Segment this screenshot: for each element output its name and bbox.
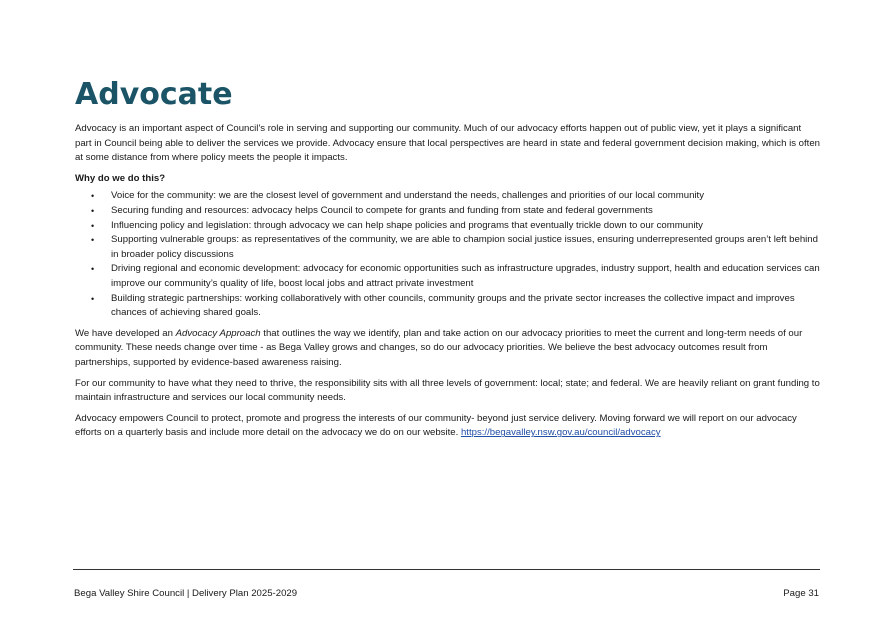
list-item bbox=[75, 262, 820, 291]
approach-emphasis: Advocacy Approach bbox=[175, 327, 261, 339]
bullet-icon: • bbox=[91, 293, 95, 304]
list-item-text: Voice for the community: we are the closest level of government and understand the needs, challenges and priorities of our local community bbox=[111, 190, 705, 202]
why-heading: Why do we do this? bbox=[75, 172, 166, 184]
list-item bbox=[75, 233, 820, 262]
empower-text: Advocacy empowers Council to protect, promote and progress the interests of our community- beyond just service delivery. Moving forward we will report on our advocacy efforts on a quarterly basis and include more detail on the advocacy we do on our website. bbox=[75, 412, 797, 439]
list-item-text: Influencing policy and legislation: through advocacy we can help shape policies and programs that eventually trickle down to our community bbox=[111, 219, 703, 231]
bullet-icon: • bbox=[91, 235, 95, 246]
bullet-icon: • bbox=[91, 220, 95, 231]
funding-paragraph: For our community to have what they need to thrive, the responsibility sits with all three levels of government: local; state; and federal. We are heavily reliant on grant funding to maintain infrastructure and services our local community needs. bbox=[75, 377, 820, 404]
list-item bbox=[75, 204, 820, 219]
footer-page-number: Page 31 bbox=[783, 588, 819, 599]
list-item-text: Driving regional and economic development: advocacy for economic opportunities such as infrastructure upgrades, industry support, health and education services can improve our community’s quality of life, boost local jobs and attract private investment bbox=[111, 263, 820, 289]
empower-paragraph bbox=[75, 412, 820, 441]
list-item-text: Building strategic partnerships: working collaboratively with other councils, community groups and the private sector increases the collective impact and improves chances of achieving shared goals. bbox=[111, 292, 795, 319]
advocacy-link[interactable]: https://begavalley.nsw.gov.au/council/advocacy bbox=[460, 427, 661, 439]
list-item-text: Securing funding and resources: advocacy helps Council to compete for grants and funding from state and federal governments bbox=[111, 204, 653, 216]
list-item-text: Supporting vulnerable groups: as representatives of the community, we are able to champion social justice issues, ensuring underrepresented groups aren’t left behind in broader policy discussions bbox=[111, 234, 818, 260]
approach-paragraph bbox=[75, 327, 820, 371]
list-item bbox=[75, 292, 820, 321]
bullet-icon: • bbox=[91, 205, 95, 216]
bullet-icon: • bbox=[91, 264, 95, 275]
footer-divider bbox=[73, 569, 820, 570]
bullet-icon: • bbox=[91, 191, 95, 202]
reasons-list bbox=[75, 189, 820, 320]
list-item bbox=[75, 189, 820, 204]
approach-text-end: that outlines the way we identify, plan and take action on our advocacy priorities to meet the current and long-term needs of our community. These needs change over time - as Bega Valley grows and changes, so do our advocacy priorities. We believe the best advocacy outcomes result from partnerships, supported by evidence-based awareness raising. bbox=[75, 327, 803, 368]
list-item bbox=[75, 219, 820, 234]
footer-document-title: Bega Valley Shire Council | Delivery Plan 2025-2029 bbox=[74, 588, 298, 599]
approach-text-start: We have developed an bbox=[75, 327, 176, 339]
intro-paragraph: Advocacy is an important aspect of Council's role in serving and supporting our community. Much of our advocacy efforts happen out of public view, yet it plays a significant part in Council being able to deliver the services we provide. Advocacy ensure that local perspectives are heard in state and federal government decision making, which is often at some distance from where policy meets the people it impacts. bbox=[75, 123, 820, 164]
page-title: Advocate bbox=[75, 77, 233, 112]
page-content bbox=[75, 78, 820, 447]
